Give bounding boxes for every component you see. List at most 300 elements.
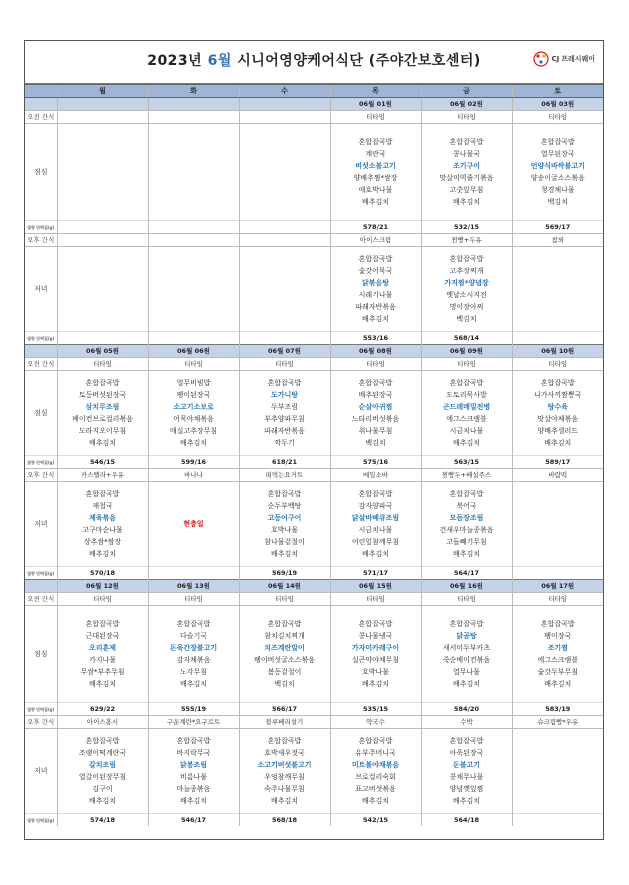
menu-item: 혼합잡곡밥	[358, 255, 393, 263]
kcal-cell	[239, 332, 330, 345]
holiday-label: 현충일	[148, 482, 239, 567]
am-snack-row	[25, 111, 603, 124]
menu-item: 혼합잡곡밥	[540, 138, 575, 146]
menu-item: 혼합잡곡밥	[449, 379, 484, 387]
am-snack-label: 오전 간식	[25, 358, 57, 371]
menu-item: 팽이된장국	[176, 391, 211, 399]
menu-item: 양념깻잎찜	[449, 785, 484, 793]
kcal-cell: 618/21	[239, 456, 330, 469]
date-cell	[148, 98, 239, 111]
menu-item: 두부조림	[270, 403, 299, 411]
menu-item: 돈육간장불고기	[169, 644, 218, 652]
menu-item: 배추김치	[179, 797, 208, 805]
kcal-cell	[57, 332, 148, 345]
menu-item: 참치김치찌개	[264, 632, 305, 640]
dinner-cell	[512, 729, 603, 814]
menu-item: 건새우마늘종볶음	[439, 526, 494, 534]
lunch-cell	[57, 371, 148, 456]
dinner-cell	[421, 729, 512, 814]
menu-item: 콩나물냉국	[358, 632, 393, 640]
kcal-cell	[239, 221, 330, 234]
dinner-cell	[148, 729, 239, 814]
am-snack-cell: 티타임	[330, 593, 421, 606]
menu-item: 어묵야채볶음	[173, 415, 214, 423]
menu-item: 가자미카레구이	[351, 644, 400, 652]
menu-item: 탕수육	[547, 403, 568, 411]
menu-item: 호박나물	[361, 668, 390, 676]
kcal-cell	[512, 567, 603, 580]
date-row-label	[25, 345, 57, 358]
menu-item: 가지나물	[88, 656, 117, 664]
menu-item: 팽이장국	[544, 632, 572, 640]
date-cell: 06월 05원	[57, 345, 148, 358]
menu-item: 바지락무국	[176, 749, 211, 757]
kcal-cell	[512, 332, 603, 345]
am-snack-cell: 티타임	[512, 593, 603, 606]
date-cell: 06월 13원	[148, 580, 239, 593]
lunch-cell	[512, 371, 603, 456]
am-snack-cell: 티타임	[148, 358, 239, 371]
menu-item: 노각무침	[179, 668, 208, 676]
menu-item: 아욱된장국	[449, 749, 484, 757]
menu-item: 호박새우젓국	[264, 749, 305, 757]
lunch-cell	[57, 606, 148, 703]
lunch-cell	[421, 606, 512, 703]
am-snack-cell: 티타임	[421, 593, 512, 606]
lunch-label: 점심	[25, 124, 57, 221]
kcal-cell: 542/15	[330, 814, 421, 827]
pm-snack-cell: 바나나	[148, 469, 239, 482]
menu-item: 배추김치	[361, 680, 390, 688]
date-cell: 06월 09원	[421, 345, 512, 358]
kcal-cell: 566/17	[239, 703, 330, 716]
am-snack-cell: 티타임	[239, 593, 330, 606]
date-cell: 06월 01원	[330, 98, 421, 111]
kcal-cell: 629/22	[57, 703, 148, 716]
kcal-cell: 553/16	[330, 332, 421, 345]
menu-item: 숯갓어묵국	[358, 267, 393, 275]
menu-item: 양배추샐러드	[537, 427, 579, 435]
day-thu: 목	[330, 85, 421, 98]
pm-snack-cell: 카스텔라+우유	[57, 469, 148, 482]
logo-mark-text: CJ	[551, 55, 560, 63]
lunch-label: 점심	[25, 606, 57, 703]
kcal-cell: 535/15	[330, 703, 421, 716]
menu-item: 치즈계란말이	[264, 644, 305, 652]
menu-item: 콩채무나물	[449, 773, 484, 781]
menu-item: 조기구이	[452, 162, 481, 170]
am-snack-cell: 티타임	[512, 358, 603, 371]
menu-item: 혼합잡곡밥	[449, 490, 484, 498]
menu-item: 배추김치	[452, 550, 481, 558]
pm-snack-cell: 찐빵두+배설주스	[421, 469, 512, 482]
date-cell: 06월 02원	[421, 98, 512, 111]
date-cell: 06월 15원	[330, 580, 421, 593]
menu-item: 배추김치	[179, 680, 208, 688]
menu-item: 혼합잡곡밥	[176, 737, 211, 745]
kcal-cell: 569/19	[239, 567, 330, 580]
date-cell: 06월 14원	[239, 580, 330, 593]
menu-item: 혼합잡곡밥	[267, 737, 302, 745]
menu-item: 숯갓두부무침	[537, 668, 579, 676]
date-row	[25, 580, 603, 593]
dinner-kcal-row	[25, 567, 603, 580]
menu-item: 순두부백탕	[267, 502, 302, 510]
menu-item: 열무비빔밥	[176, 379, 211, 387]
lunch-cell	[330, 606, 421, 703]
menu-item: 혼합잡곡밥	[540, 620, 575, 628]
menu-item: 삼치무조림	[85, 403, 120, 411]
menu-item: 다슬기국	[179, 632, 208, 640]
kcal-cell: 532/15	[421, 221, 512, 234]
date-row	[25, 345, 603, 358]
lunch-cell	[512, 606, 603, 703]
menu-item: 혼합잡곡밥	[358, 379, 393, 387]
menu-item: 배추김치	[544, 439, 572, 447]
menu-item: 열무나물	[452, 668, 481, 676]
dinner-cell	[57, 247, 148, 332]
menu-item: 팽이버섯굴소스볶음	[254, 656, 315, 664]
menu-item: 김구이	[92, 785, 113, 793]
title-month: 6월	[207, 53, 232, 69]
menu-item: 맛살야채볶음	[537, 415, 579, 423]
kcal-cell	[148, 221, 239, 234]
dinner-cell	[148, 247, 239, 332]
kcal-cell: 555/19	[148, 703, 239, 716]
kcal-cell: 578/21	[330, 221, 421, 234]
menu-item: 혼합잡곡밥	[358, 620, 393, 628]
menu-item: 비름나물	[179, 773, 208, 781]
pm-snack-label: 오후 간식	[25, 716, 57, 729]
menu-item: 고추장찌개	[449, 267, 484, 275]
menu-item: 닭곰탕	[456, 632, 477, 640]
kcal-cell: 568/14	[421, 332, 512, 345]
date-cell: 06월 07원	[239, 345, 330, 358]
kcal-cell: 546/15	[57, 456, 148, 469]
lunch-cell	[421, 124, 512, 221]
kcal-cell: 564/18	[421, 814, 512, 827]
am-snack-cell: 티타임	[330, 111, 421, 124]
menu-item: 무쌈*부추무침	[80, 668, 125, 676]
menu-item: 상추쌈*쌈장	[83, 538, 122, 546]
kcal-cell: 563/15	[421, 456, 512, 469]
pm-snack-cell: 구운계란*요구르트	[148, 716, 239, 729]
day-wed: 수	[239, 85, 330, 98]
am-snack-cell: 티타임	[239, 358, 330, 371]
menu-item: 배추된장국	[358, 391, 393, 399]
menu-item: 취나물무침	[358, 427, 393, 435]
pm-snack-cell: 참외	[512, 234, 603, 247]
am-snack-cell: 티타임	[512, 111, 603, 124]
am-snack-label: 오전 간식	[25, 593, 57, 606]
menu-item: 제육볶음	[88, 514, 117, 522]
menu-item: 혼합잡곡밥	[85, 620, 120, 628]
menu-item: 배추김치	[88, 797, 117, 805]
kcal-cell	[148, 332, 239, 345]
menu-item: 닭봉조림	[179, 761, 208, 769]
menu-item: 숙주나물무침	[264, 785, 305, 793]
kcal-cell	[57, 221, 148, 234]
menu-item: 청경채나물	[540, 186, 575, 194]
pm-snack-label: 오후 간식	[25, 234, 57, 247]
lunch-kcal-row	[25, 456, 603, 469]
kcal-label: 열량 단백질(g)	[25, 567, 57, 580]
logo-text: 프레시웨이	[561, 55, 595, 63]
am-snack-cell: 티타임	[421, 358, 512, 371]
pm-snack-cell: 슈크림빵*우유	[512, 716, 603, 729]
menu-item: 혼합잡곡밥	[540, 379, 575, 387]
menu-item: 에그스크램블	[446, 415, 487, 423]
lunch-cell	[239, 371, 330, 456]
date-cell	[57, 98, 148, 111]
kcal-cell: 568/18	[239, 814, 330, 827]
pm-snack-row	[25, 234, 603, 247]
kcal-cell: 546/17	[148, 814, 239, 827]
menu-item: 혼합잡곡밥	[176, 620, 211, 628]
menu-item: 미트볼야채볶음	[351, 761, 400, 769]
date-cell	[239, 98, 330, 111]
menu-item: 배추김치	[452, 439, 481, 447]
lunch-cell	[512, 124, 603, 221]
menu-item: 양송이굴소스볶음	[530, 174, 585, 182]
menu-item: 소고기소보로	[173, 403, 214, 411]
pm-snack-cell: 수박	[421, 716, 512, 729]
menu-item: 배추김치	[361, 315, 390, 323]
date-row-label	[25, 98, 57, 111]
menu-item: 혼합잡곡밥	[449, 138, 484, 146]
menu-item: 백김치	[274, 680, 295, 688]
menu-item: 혼합잡곡밥	[449, 737, 484, 745]
kcal-label: 열량 단백질(g)	[25, 456, 57, 469]
kcal-label: 열량 단백질(g)	[25, 332, 57, 345]
lunch-cell	[330, 124, 421, 221]
menu-item: 배추김치	[88, 550, 117, 558]
menu-item: 언양식바싹불고기	[530, 162, 585, 170]
menu-item: 배추김치	[361, 198, 390, 206]
menu-item: 열무된장국	[540, 150, 575, 158]
menu-item: 재첩국	[92, 502, 113, 510]
menu-item: 배추김치	[452, 797, 481, 805]
menu-item: 토등버섯된장국	[78, 391, 127, 399]
menu-item: 고등어구이	[267, 514, 302, 522]
dinner-kcal-row	[25, 814, 603, 827]
am-snack-row	[25, 358, 603, 371]
menu-item: 부추양파무침	[264, 415, 305, 423]
menu-item: 나가사끼짬뽕국	[534, 391, 582, 399]
menu-item: 매실고추장무침	[169, 427, 218, 435]
cj-logo	[533, 51, 595, 67]
pm-snack-cell: 메밀소바	[330, 469, 421, 482]
menu-item: 곤드레메밀전병	[442, 403, 491, 411]
date-row-label	[25, 580, 57, 593]
menu-item: 명이장아찌	[449, 303, 484, 311]
am-snack-row	[25, 593, 603, 606]
lunch-row	[25, 124, 603, 221]
lunch-cell	[239, 606, 330, 703]
menu-item: 혼합잡곡밥	[85, 490, 120, 498]
kcal-label: 열량 단백질(g)	[25, 814, 57, 827]
dinner-cell	[239, 247, 330, 332]
menu-item: 혼합잡곡밥	[358, 737, 393, 745]
dinner-cell	[330, 247, 421, 332]
lunch-cell	[148, 371, 239, 456]
menu-item: 배추김치	[270, 550, 299, 558]
kcal-cell: 599/16	[148, 456, 239, 469]
kcal-cell: 574/18	[57, 814, 148, 827]
lunch-cell	[148, 124, 239, 221]
date-cell: 06월 17원	[512, 580, 603, 593]
menu-item: 백김치	[456, 315, 477, 323]
am-snack-cell	[239, 111, 330, 124]
menu-item: 감자채볶음	[176, 656, 211, 664]
am-snack-cell: 티타임	[57, 358, 148, 371]
kcal-cell	[148, 567, 239, 580]
menu-item: 혼합잡곡밥	[267, 379, 302, 387]
am-snack-cell: 티타임	[148, 593, 239, 606]
pm-snack-cell	[239, 234, 330, 247]
dinner-row	[25, 729, 603, 814]
pm-snack-row	[25, 469, 603, 482]
kcal-cell: 583/19	[512, 703, 603, 716]
menu-item: 죽순베이컨볶음	[442, 656, 491, 664]
menu-item: 파래자반볶음	[264, 427, 305, 435]
menu-item: 베이컨브로컬리볶음	[72, 415, 133, 423]
kcal-label: 열량 단백질(g)	[25, 221, 57, 234]
pm-snack-cell: 블루베리설기	[239, 716, 330, 729]
menu-item: 애호박나물	[358, 186, 393, 194]
menu-item: 혼합잡곡밥	[267, 490, 302, 498]
menu-item: 배추김치	[544, 680, 572, 688]
dinner-cell	[57, 482, 148, 567]
lunch-kcal-row	[25, 703, 603, 716]
menu-item: 고구마순나물	[82, 526, 123, 534]
lunch-row	[25, 606, 603, 703]
day-header-row	[25, 85, 603, 98]
menu-item: 브로컬리숙회	[355, 773, 396, 781]
menu-item: 혼합잡곡밥	[449, 255, 484, 263]
menu-item: 감자양파국	[358, 502, 393, 510]
menu-item: 닭살바베큐조림	[351, 514, 400, 522]
menu-item: 시금치나물	[449, 427, 484, 435]
menu-item: 실곤약야채무침	[351, 656, 400, 664]
menu-item: 깍두기	[274, 439, 295, 447]
lunch-cell	[148, 606, 239, 703]
menu-item: 유부주머니국	[355, 749, 396, 757]
kcal-cell: 569/17	[512, 221, 603, 234]
kcal-cell: 575/16	[330, 456, 421, 469]
menu-item: 도토리묵사발	[446, 391, 487, 399]
menu-item: 콩나물국	[452, 150, 481, 158]
am-snack-label: 오전 간식	[25, 111, 57, 124]
kcal-cell: 589/17	[512, 456, 603, 469]
pm-snack-cell: 아이스크림	[330, 234, 421, 247]
day-sat: 토	[512, 85, 603, 98]
date-cell: 06월 06원	[148, 345, 239, 358]
pm-snack-label: 오후 간식	[25, 469, 57, 482]
menu-item: 순살아귀찜	[358, 403, 393, 411]
dinner-label: 저녁	[25, 729, 57, 814]
am-snack-cell	[148, 111, 239, 124]
lunch-cell	[239, 124, 330, 221]
menu-item: 참나물겉절이	[264, 538, 305, 546]
menu-item: 혼합잡곡밥	[85, 379, 120, 387]
menu-item: 어린잎참깨무침	[351, 538, 400, 546]
am-snack-cell: 티타임	[421, 111, 512, 124]
menu-item: 느타리버섯볶음	[351, 415, 400, 423]
lunch-label: 점심	[25, 371, 57, 456]
menu-item: 시래기나물	[358, 291, 393, 299]
menu-item: 호박나물	[270, 526, 299, 534]
menu-item: 버섯소불고기	[355, 162, 396, 170]
corner-cell	[25, 85, 57, 98]
menu-item: 북어국	[456, 502, 477, 510]
date-row	[25, 98, 603, 111]
lunch-cell	[57, 124, 148, 221]
menu-item: 파래자반볶음	[355, 303, 396, 311]
menu-item: 백김치	[547, 198, 568, 206]
menu-item: 조기찜	[547, 644, 568, 652]
menu-item: 양배추찜*쌈장	[353, 174, 398, 182]
kcal-cell	[512, 814, 603, 827]
pm-snack-cell: 찐빵+두유	[421, 234, 512, 247]
menu-item: 배추김치	[452, 680, 481, 688]
title-year: 2023년	[147, 53, 203, 69]
menu-item: 조랭이떡계란국	[78, 749, 127, 757]
am-snack-cell	[57, 111, 148, 124]
menu-item: 혼합잡곡밥	[358, 490, 393, 498]
dinner-kcal-row	[25, 332, 603, 345]
menu-item: 시금치나물	[358, 526, 393, 534]
dinner-row	[25, 247, 603, 332]
pm-snack-cell: 약국수	[330, 716, 421, 729]
menu-item: 도라지오이무침	[78, 427, 127, 435]
dinner-cell	[330, 482, 421, 567]
menu-item: 계란국	[365, 150, 386, 158]
dinner-cell	[512, 247, 603, 332]
menu-item: 혼합잡곡밥	[85, 737, 120, 745]
dinner-cell	[330, 729, 421, 814]
menu-item: 배추김치	[361, 797, 390, 805]
menu-item: 배추김치	[452, 198, 481, 206]
dinner-cell	[239, 482, 330, 567]
menu-item: 고춧잎무침	[449, 186, 484, 194]
kcal-label: 열량 단백질(g)	[25, 703, 57, 716]
lunch-cell	[421, 371, 512, 456]
kcal-cell: 571/17	[330, 567, 421, 580]
cj-logo-icon	[533, 51, 549, 67]
date-cell: 06월 16원	[421, 580, 512, 593]
pm-snack-cell: 아이스홍시	[57, 716, 148, 729]
menu-item: 갈치조림	[88, 761, 117, 769]
dinner-cell	[57, 729, 148, 814]
menu-item: 배추김치	[88, 680, 117, 688]
day-mon: 월	[57, 85, 148, 98]
menu-item: 옛날소시지전	[446, 291, 487, 299]
pm-snack-row	[25, 716, 603, 729]
menu-item: 고들빼기무침	[446, 538, 487, 546]
menu-item: 모듬장조림	[449, 514, 484, 522]
dinner-cell	[239, 729, 330, 814]
page-title	[25, 50, 603, 70]
menu-item: 혼합잡곡밥	[358, 138, 393, 146]
title-bar	[25, 41, 603, 84]
pm-snack-cell: 바람떡	[512, 469, 603, 482]
menu-item: 가지찜*양념장	[444, 279, 489, 287]
menu-item: 새서미두부카츠	[442, 644, 491, 652]
menu-item: 표고버섯볶음	[355, 785, 396, 793]
menu-item: 봄동겉절이	[267, 668, 302, 676]
pm-snack-cell	[148, 234, 239, 247]
